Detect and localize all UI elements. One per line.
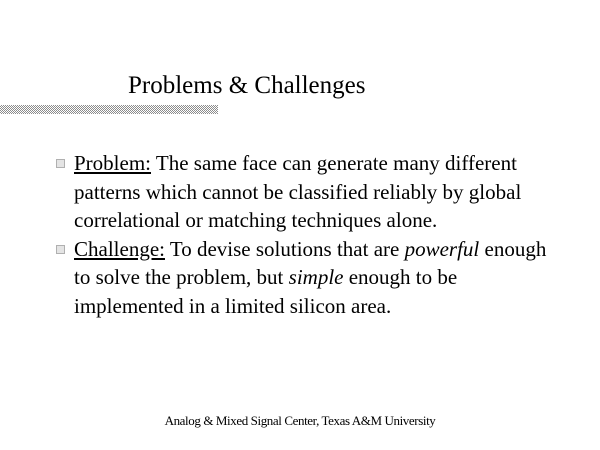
bullet-lead-challenge: Challenge: bbox=[74, 236, 165, 261]
emphasis-powerful: powerful bbox=[404, 236, 480, 261]
emphasis-simple: simple bbox=[288, 265, 344, 289]
bullet-lead-problem: Problem: bbox=[74, 151, 151, 175]
bullet-item-problem bbox=[56, 149, 566, 235]
bullet-text-problem: The same face can generate many different patterns which cannot be classified reliably by global correlational or matching techniques alone. bbox=[74, 151, 522, 232]
title-divider bbox=[0, 105, 218, 114]
bullet-text-challenge-part-2: enough to solve the problem, but bbox=[74, 236, 547, 289]
square-bullet-icon bbox=[56, 245, 65, 254]
slide-title: Problems & Challenges bbox=[128, 72, 366, 99]
slide-footer: Analog & Mixed Signal Center, Texas A&M University bbox=[164, 413, 436, 428]
bullet-item-challenge bbox=[56, 235, 566, 321]
bullet-text-challenge-part-1: To devise solutions that are bbox=[164, 236, 405, 261]
square-bullet-icon bbox=[56, 159, 65, 168]
bullet-text-challenge-part-3: enough to be implemented in a limited silicon area. bbox=[74, 265, 458, 318]
bullet-list bbox=[56, 149, 566, 320]
